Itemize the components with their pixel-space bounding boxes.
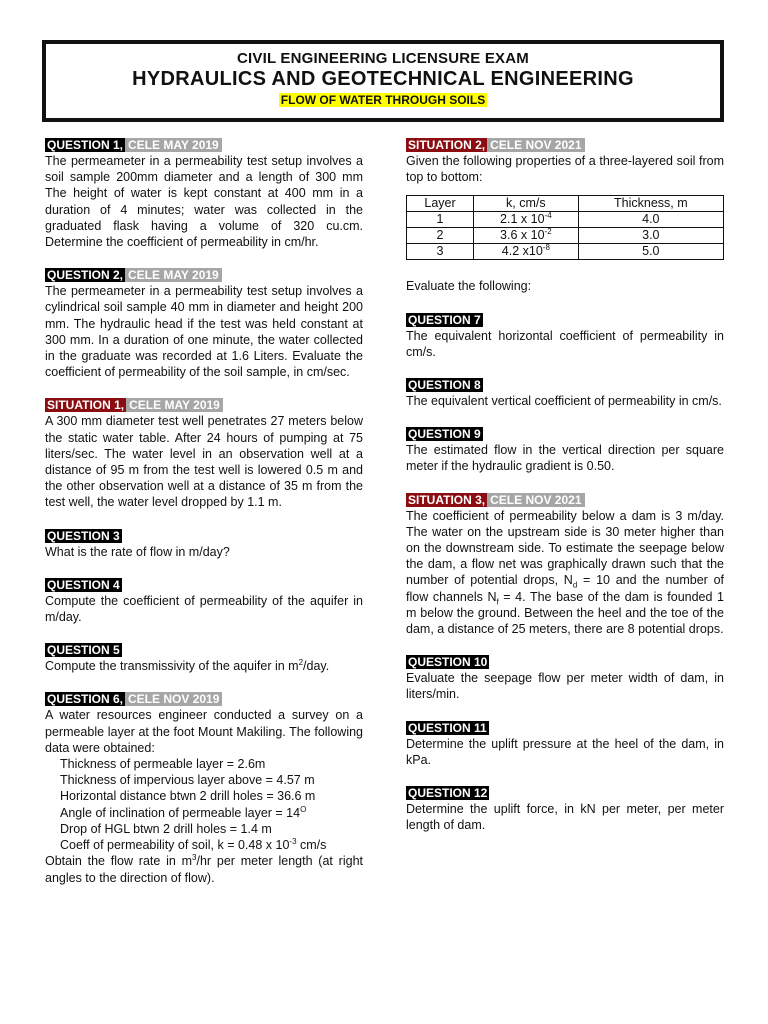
data-line-coeff-permeability: Coeff of permeability of soil, k = 0.48 x $10^{-3}$ cm/s [60,836,327,853]
subject-title: HYDRAULICS AND GEOTECHNICAL ENGINEERING [132,68,634,90]
question-7 [406,313,724,360]
question-3-text: What is the rate of flow in m/day? [45,544,230,559]
question-1-text: The permeameter in a permeability test setup involves a soil sample 200mm diameter and a length of 300 mm The height of water is kept constant at 400 mm in a duration of 4 minutes; water was collected in the graduated flask having a volume of 320 cu.cm. Determine the coefficient of permeability in cm/hr. [45,154,363,250]
question-3 [45,529,363,560]
question-6-tag: QUESTION 6, CELE NOV 2019 [45,692,363,707]
exam-title: CIVIL ENGINEERING LICENSURE EXAM [237,50,529,67]
question-11 [406,721,724,768]
situation-1 [45,398,363,510]
situation-2-evaluate: Evaluate the following: [406,279,532,294]
question-1 [45,138,363,250]
situation-2-tag: SITUATION 2, CELE NOV 2021 [406,138,724,153]
question-6-text: A water resources engineer conducted a survey on a permeable layer at the foot Mount Makiling. The following data were obtained: [45,708,363,755]
question-5-text: Compute the transmissivity of the aquifer in $m^2$/day. [45,658,330,674]
data-line-permeable-thickness: Thickness of permeable layer = 2.6m [60,757,266,772]
question-8-tag: QUESTION 8 [408,378,481,393]
situation-1-text: A 300 mm diameter test well penetrates 27 meters below the static water table. After 24 hours of pumping at 75 liters/sec. The water level in an observation well at a distance of 95 m from the test well is lowered 0.5 m and the other observation well at a distance of 35 m from the test well, the water level dropped by 1.1 m. [45,414,363,510]
question-9-text: The estimated flow in the vertical direction per square meter if the hydraulic gradient is 0.50. [406,443,724,474]
data-line-inclination: Angle of inclination of permeable layer = $14^O$ [60,804,307,820]
question-2 [45,268,363,380]
question-12-text: Determine the uplift force, in kN per meter, per meter length of dam. [406,802,724,833]
question-2-text: The permeameter in a permeability test setup involves a cylindrical soil sample 40 mm in diameter and height 200 mm. The hydraulic head if the test was held constant at 300 mm. In a duration of one minute, the water collected in the graduate was recorded at 1.6 Liters. Evaluate the coefficient of permeability of the soil sample, in cm/sec. [45,284,363,380]
table-header-thickness: Thickness, m [578,196,723,212]
situation-1-tag: SITUATION 1, CELE MAY 2019 [45,398,363,413]
table-header-layer: Layer [407,196,474,212]
question-4 [45,578,363,625]
question-8 [406,378,724,409]
question-4-text: Compute the coefficient of permeability of the aquifer in m/day. [45,593,363,625]
data-line-hgl-drop: Drop of HGL btwn 2 drill holes = 1.4 m [60,821,272,836]
table-row: 2 3.6 x $10^{-2}$ 3.0 [407,228,724,244]
topic-highlight: FLOW OF WATER THROUGH SOILS [280,93,486,107]
question-11-tag: QUESTION 11 [408,720,487,735]
exam-header [42,40,724,122]
question-9 [406,427,724,474]
question-9-tag: QUESTION 9 [408,427,481,442]
question-8-text: The equivalent vertical coefficient of permeability in cm/s. [406,394,722,409]
data-line-horizontal-distance: Horizontal distance btwn 2 drill holes = 36.6 m [60,789,316,804]
right-column [406,138,724,851]
table-header-row [407,196,724,212]
situation-2-text: Given the following properties of a three-layered soil from top to bottom: [406,154,724,185]
table-row: 1 2.1 x $10^{-4}$ 4.0 [407,212,724,228]
question-5 [45,643,363,674]
question-7-tag: QUESTION 7 [408,312,481,327]
question-5-tag: QUESTION 5 [47,643,120,658]
situation-3 [406,493,724,638]
data-line-impervious-thickness: Thickness of impervious layer above = 4.57 m [60,773,315,788]
question-11-text: Determine the uplift pressure at the heel of the dam, in kPa. [406,736,724,767]
question-1-tag: QUESTION 1, CELE MAY 2019 [45,138,363,153]
question-10-tag: QUESTION 10 [408,655,488,670]
question-6 [45,692,363,885]
question-7-text: The equivalent horizontal coefficient of permeability in cm/s. [406,328,724,359]
left-column [45,138,363,904]
question-4-tag: QUESTION 4 [47,577,120,592]
situation-3-tag: SITUATION 3, CELE NOV 2021 [406,493,724,508]
soil-layers-table [406,195,724,260]
question-6-closing: Obtain the flow rate in $m^3/hr$ per meter length (at right angles to the direction of flow). [45,853,363,885]
question-3-tag: QUESTION 3 [47,528,120,543]
table-header-k: k, cm/s [474,196,579,212]
table-row: 3 4.2 $x10^{-8}$ 5.0 [407,244,724,260]
question-10-text: Evaluate the seepage flow per meter width of dam, in liters/min. [406,671,724,702]
situation-3-text: The coefficient of permeability below a dam is 3 m/day. The water on the upstream side is 30 meter higher than on the downstream side. To estimate the seepage below the dam, a flow net was graphically drawn such that the number of potential drops, $N_d = 10$ and the number of flow channels $N_f = 4$. The base of the dam is founded 1 m below the ground. Between the heel and the toe of the dam, a distance of 25 meters, there are 8 potential drops. [406,508,724,637]
question-2-tag: QUESTION 2, CELE MAY 2019 [45,268,363,283]
question-10 [406,655,724,702]
situation-2 [406,138,724,295]
question-12-tag: QUESTION 12 [408,786,488,801]
question-12 [406,786,724,833]
